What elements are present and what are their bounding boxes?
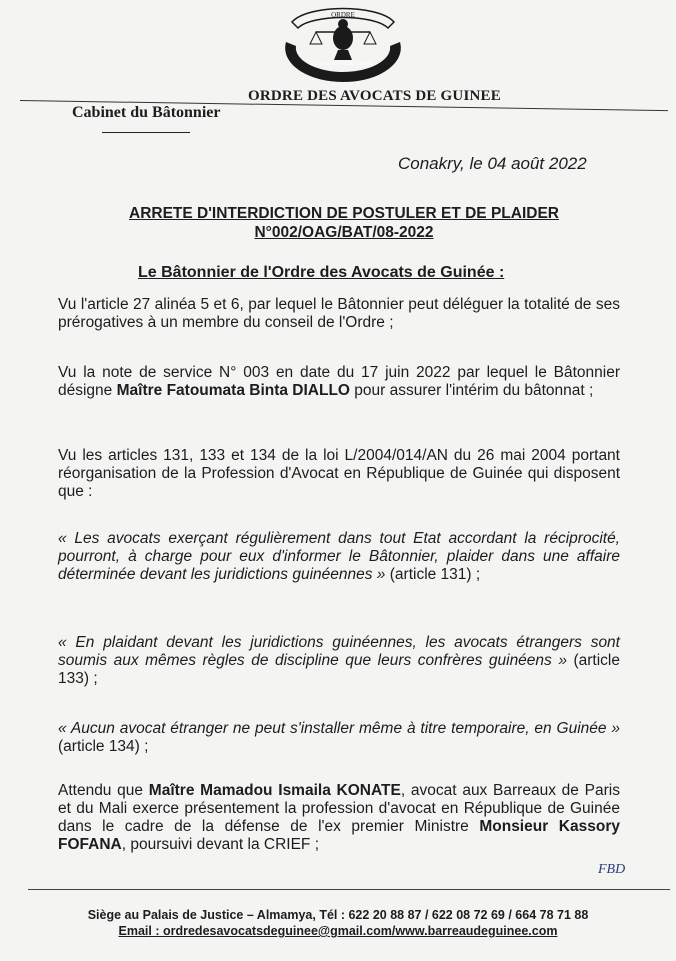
svg-text:ORDRE: ORDRE [331, 11, 355, 19]
organization-name: ORDRE DES AVOCATS DE GUINEE [248, 88, 501, 104]
paragraph-attendu: Attendu que Maître Mamadou Ismaila KONATE, avocat aux Barreaux de Paris et du Mali exerce présentement la profession d'avocat en République de Guinée dans le cadre de la défense de l'ex premier Ministre Monsieur Kassory FOFANA, poursuivi devant la CRIEF ; [58, 782, 620, 853]
paragraph-note-de-service: Vu la note de service N° 003 en date du 17 juin 2022 par lequel le Bâtonnier désigne Maître Fatoumata Binta DIALLO pour assurer l'intérim du bâtonnat ; [58, 364, 620, 399]
svg-text:DES AVOCATS DE GUINEE: DES AVOCATS DE GUINEE [311, 61, 375, 67]
quote-article-131: « Les avocats exerçant régulièrement dans tout Etat accordant la réciprocité, pourront, à charge pour eux d'informer le Bâtonnier, plaider dans une affaire déterminée devant les juridictions guinéennes » (article 131) ; [58, 530, 620, 583]
handwritten-initials: FBD [598, 862, 626, 877]
cabinet-underline [102, 132, 190, 133]
quote-article-134: « Aucun avocat étranger ne peut s'installer même à titre temporaire, en Guinée » (article 134) ; [58, 720, 620, 755]
quote-article-133: « En plaidant devant les juridictions guinéennes, les avocats étrangers sont soumis aux mêmes règles de discipline que leurs confrères guinéens » (article 133) ; [58, 634, 620, 687]
paragraph-articles-131-134: Vu les articles 131, 133 et 134 de la loi L/2004/014/AN du 26 mai 2004 portant réorganisation de la Profession d'Avocat en République de Guinée qui disposent que : [58, 447, 620, 500]
document-title [98, 204, 590, 242]
bar-association-logo [278, 2, 408, 84]
title-line-1: ARRETE D'INTERDICTION DE POSTULER ET DE PLAIDER [129, 205, 559, 222]
name-mamadou-konate: Maître Mamadou Ismaila KONATE [148, 782, 401, 799]
name-fatoumata-diallo: Maître Fatoumata Binta DIALLO [116, 382, 350, 399]
document-date: Conakry, le 04 août 2022 [398, 154, 587, 173]
footer-contact: Email : ordredesavocatsdeguinee@gmail.com/www.barreaudeguinee.com [118, 924, 558, 938]
footer-address: Siège au Palais de Justice – Almamya, Tél : 622 20 88 87 / 622 08 72 69 / 664 78 71 88 [87, 908, 589, 922]
cabinet-label: Cabinet du Bâtonnier [72, 104, 221, 121]
paragraph-article-27: Vu l'article 27 alinéa 5 et 6, par lequel le Bâtonnier peut déléguer la totalité de ses prérogatives à un membre du conseil de l'Ordre ; [58, 296, 620, 331]
title-line-2: N°002/OAG/BAT/08-2022 [254, 224, 434, 241]
document-subtitle: Le Bâtonnier de l'Ordre des Avocats de Guinée : [138, 264, 505, 281]
footer-divider [28, 889, 670, 890]
name-kassory-fofana: Monsieur Kassory FOFANA [58, 818, 620, 853]
email-link[interactable]: : ordredesavocatsdeguinee@gmail.com/www.barreaudeguinee.com [151, 924, 558, 938]
